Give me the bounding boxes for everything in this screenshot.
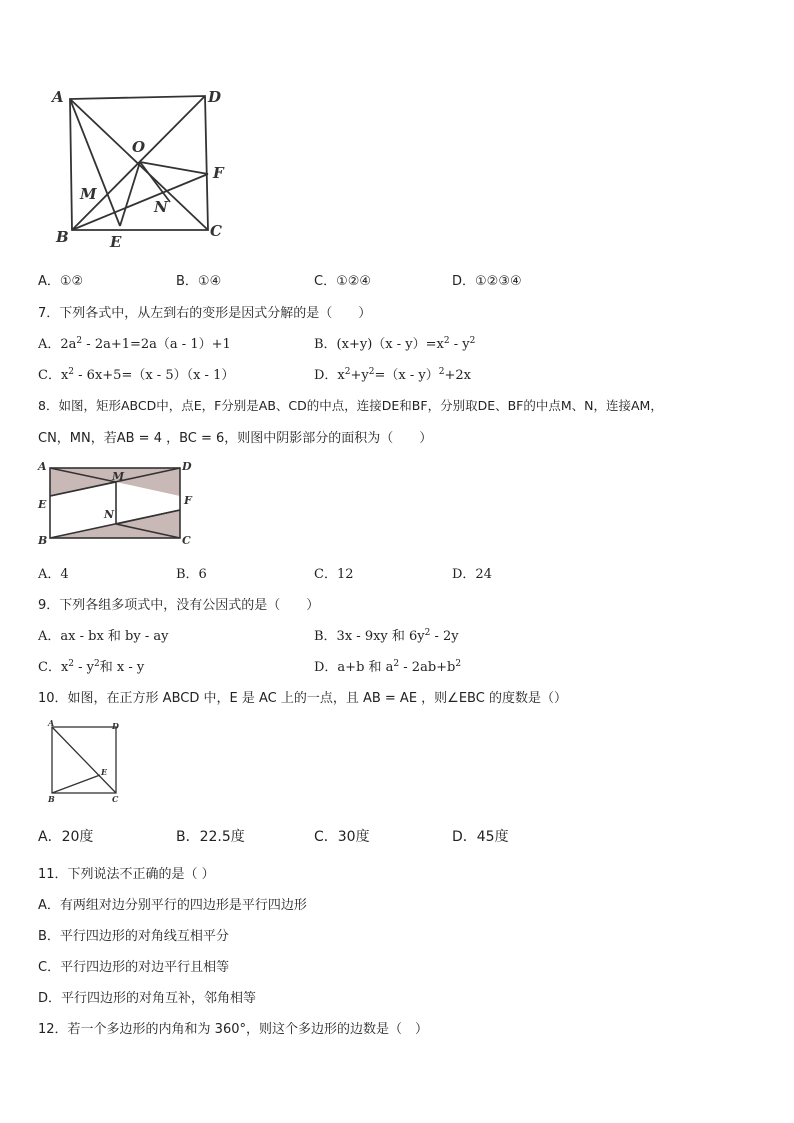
q11-option-b: B．平行四边形的对角线互相平分 — [38, 929, 229, 944]
label-B: B — [48, 794, 55, 804]
q8-option-c: C．12 — [314, 567, 354, 582]
q7-b-part1: B．(x+y)（x - y）=x — [314, 337, 444, 352]
label-E: E — [110, 233, 122, 251]
label-B: B — [38, 534, 48, 547]
q7-d-sup2: 2 — [368, 367, 375, 377]
q11-stem: 11．下列说法不正确的是（ ） — [38, 867, 215, 882]
q9-c-sup1: 2 — [68, 659, 75, 669]
q9-b-part2: - 2y — [430, 629, 459, 644]
q10-option-b: B．22.5度 — [176, 829, 245, 845]
q7-option-c — [38, 364, 234, 383]
q9-option-d — [314, 656, 461, 675]
q9-option-c — [38, 656, 144, 675]
q7-a-part2: - 2a+1=2a（a - 1）+1 — [82, 337, 231, 352]
q9-c-part3: 和 x - y — [99, 660, 145, 675]
label-F: F — [184, 494, 192, 507]
q9-option-b — [314, 625, 459, 644]
label-C: C — [112, 794, 119, 804]
q7-b-sup1: 2 — [443, 336, 450, 346]
q9-c-part2: - y — [74, 660, 95, 675]
label-A: A — [52, 88, 64, 106]
q10-option-a: A．20度 — [38, 829, 94, 845]
figure-square-abcd-diagonal — [44, 718, 128, 808]
q9-stem: 9．下列各组多项式中，没有公因式的是（ ） — [38, 598, 320, 613]
label-B: B — [56, 228, 69, 246]
figure-rectangle-abcd — [34, 458, 206, 548]
label-O: O — [132, 138, 146, 156]
q7-a-part1: A．2a — [38, 337, 77, 352]
label-E: E — [101, 767, 108, 777]
q10-option-d: D．45度 — [452, 829, 509, 845]
label-N: N — [154, 198, 168, 216]
q7-d-part1: D．x — [314, 368, 345, 383]
label-D: D — [112, 721, 119, 731]
q9-c-part1: C．x — [38, 660, 69, 675]
q7-option-d — [314, 364, 471, 383]
q6-option-d: D．①②③④ — [452, 274, 522, 289]
q11-option-d: D．平行四边形的对角互补，邻角相等 — [38, 991, 257, 1006]
q7-b-sup2: 2 — [469, 336, 476, 346]
q9-option-a: A．ax - bx 和 by - ay — [38, 629, 169, 644]
q10-option-c: C．30度 — [314, 829, 370, 845]
q8-stem-line2: CN，MN，若AB = 4 ，BC = 6，则图中阴影部分的面积为（ ） — [38, 431, 433, 446]
q6-option-b: B．①④ — [176, 274, 222, 289]
q9-d-part2: - 2ab+b — [399, 660, 456, 675]
q6-option-c: C．①②④ — [314, 274, 372, 289]
label-C: C — [182, 534, 191, 547]
label-F: F — [213, 164, 224, 182]
q9-b-sup: 2 — [424, 628, 431, 638]
label-A: A — [38, 460, 47, 473]
q9-b-part1: B．3x - 9xy 和 6y — [314, 629, 425, 644]
q7-d-part4: +2x — [444, 368, 471, 383]
q6-option-a: A．①② — [38, 274, 84, 289]
label-D: D — [208, 88, 222, 106]
q7-d-sup1: 2 — [344, 367, 351, 377]
q10-stem: 10．如图，在正方形 ABCD 中，E 是 AC 上的一点，且 AB = AE ，则∠EBC 的度数是（） — [38, 691, 567, 706]
q8-option-b: B．6 — [176, 567, 207, 582]
q7-c-sup: 2 — [68, 367, 75, 377]
q7-d-sup3: 2 — [438, 367, 445, 377]
q7-option-b — [314, 333, 475, 352]
label-A: A — [48, 718, 55, 728]
q9-d-sup1: 2 — [393, 659, 400, 669]
q7-c-part1: C．x — [38, 368, 69, 383]
q7-stem: 7．下列各式中，从左到右的变形是因式分解的是（ ） — [38, 306, 372, 321]
q7-d-part2: +y — [350, 368, 369, 383]
q8-option-d: D．24 — [452, 567, 492, 582]
q9-d-sup2: 2 — [455, 659, 462, 669]
q12-stem: 12．若一个多边形的内角和为 360°，则这个多边形的边数是（ ） — [38, 1022, 428, 1037]
label-C: C — [210, 222, 222, 240]
label-D: D — [182, 460, 192, 473]
q7-b-part2: - y — [449, 337, 470, 352]
q11-option-c: C．平行四边形的对边平行且相等 — [38, 960, 230, 975]
label-E: E — [38, 498, 47, 511]
q9-c-sup2: 2 — [94, 659, 100, 669]
q9-d-part1: D．a+b 和 a — [314, 660, 394, 675]
q11-option-a: A．有两组对边分别平行的四边形是平行四边形 — [38, 898, 307, 913]
label-N: N — [104, 508, 115, 521]
q7-option-a — [38, 333, 231, 352]
label-M: M — [80, 185, 97, 203]
figure-square-abcd — [48, 84, 238, 254]
q7-a-sup: 2 — [76, 336, 83, 346]
label-M: M — [112, 470, 125, 483]
q8-stem-line1: 8．如图，矩形ABCD中，点E，F分别是AB、CD的中点，连接DE和BF，分别取DE、BF的中点M、N，连接AM， — [38, 398, 663, 413]
q7-d-part3: =（x - y） — [374, 368, 439, 383]
q8-option-a: A．4 — [38, 567, 69, 582]
q7-c-part2: - 6x+5=（x - 5）（x - 1） — [74, 368, 235, 383]
